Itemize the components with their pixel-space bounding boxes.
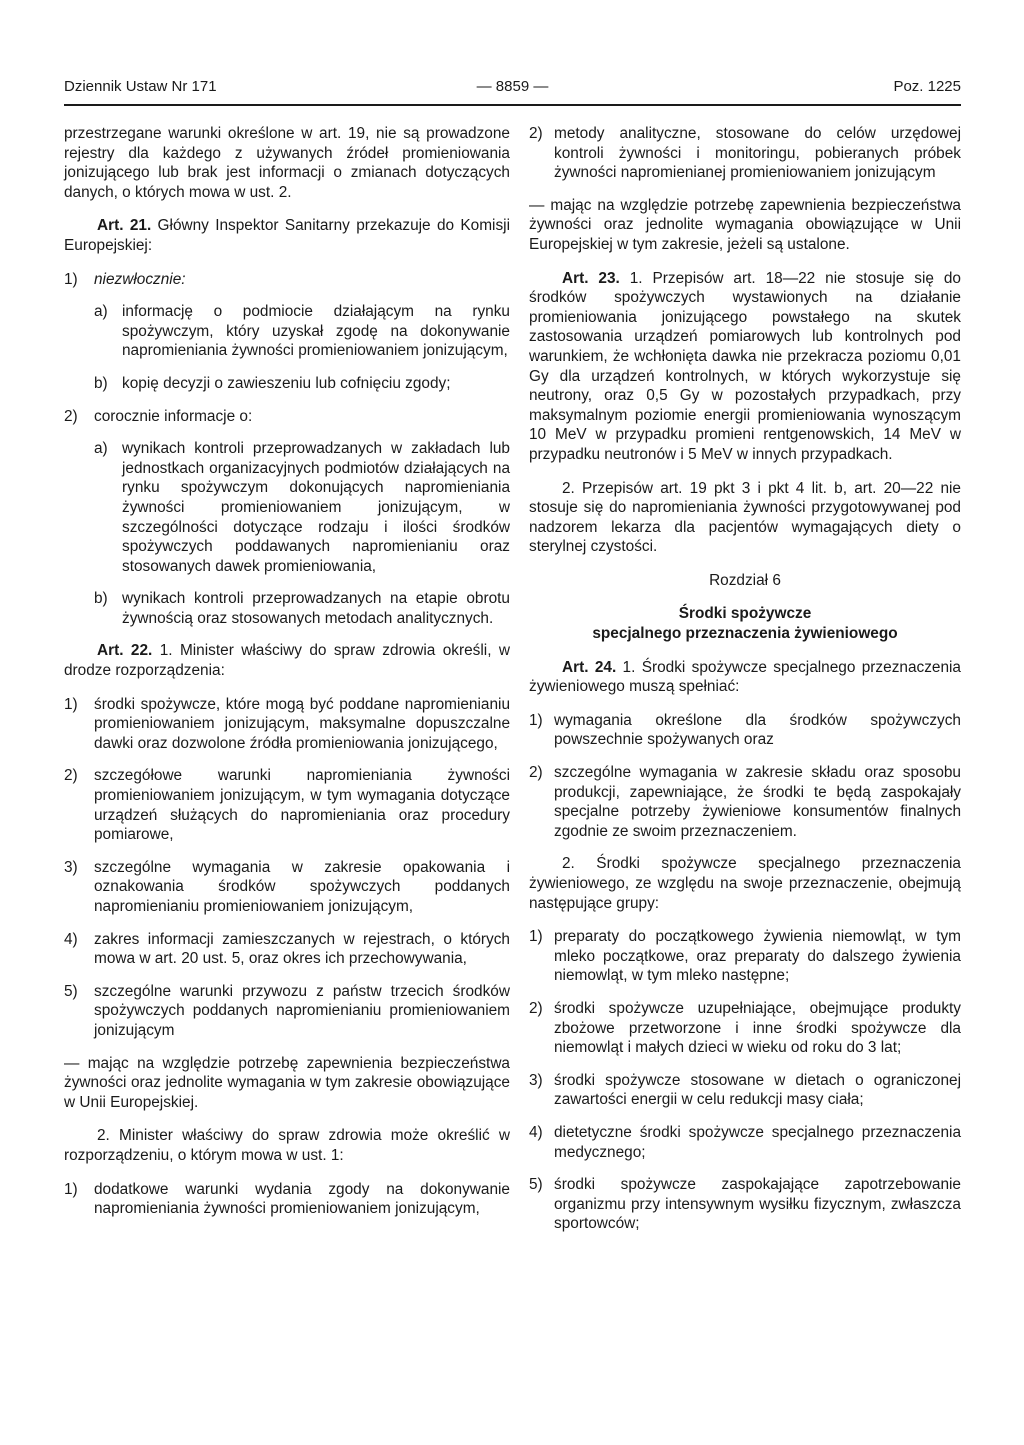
art24-group-1 [529,927,961,986]
art24-label: Art. 24. [562,658,617,676]
art23-text: 1. Przepisów art. 18—22 nie stosuje się do środków spożywczych wystawionych na działanie promieniowania jonizującego powstałego na skutek zastosowania urządzeń pomiarowych lub kontrolnych pod warunkiem, że wchłonięta dawka nie przekracza poziomu 0,01 Gy dla urządzeń kontrolnych, w których wykorzystuje się neutrony, oraz 0,5 Gy w pozostałych przypadkach, przy maksymalnym poziomie energii promieniowania wynoszącym 10 MeV w przypadku promieni rentgenowskich, 14 MeV w przypadku neutronów i 5 MeV w innych przypadkach. [529,269,961,463]
item-text: środki spożywcze uzupełniające, obejmujące produkty zbożowe przetworzone i inne środki spożywcze dla niemowląt i małych dzieci w wieku od roku do 3 lat; [554,999,961,1057]
right-column [529,124,961,1247]
art22-item-4 [64,930,510,969]
item-text: corocznie informacje o: [94,407,253,425]
item-number: b) [94,590,108,608]
item-number: 4) [529,1123,543,1141]
art24-group-5 [529,1175,961,1234]
item-number: 1) [529,711,543,729]
item-text: metody analityczne, stosowane do celów urzędowej kontroli żywności i monitoringu, pobieranych próbek żywności napromienianej promieniowaniem jonizującym [554,125,961,182]
item-text: szczególne warunki przywozu z państw trzecich środków spożywczych poddanych napromienianiu promieniowaniem jonizującym [94,982,510,1039]
chapter-heading: Rozdział 6 [709,571,781,589]
art21-item-2a [64,439,510,576]
item-text: dietetyczne środki spożywcze specjalnego przeznaczenia medycznego; [554,1123,961,1161]
item-number: 4) [64,930,78,948]
art24-group-2 [529,999,961,1058]
item-text: informację o podmiocie działającym na rynku spożywczym, który uzyskał zgodę na dokonywanie napromieniania żywności promieniowaniem jonizującym, [122,303,510,360]
art22-ust2: 2. Minister właściwy do spraw zdrowia może określić w rozporządzeniu, o którym mowa w ust. 1: [64,1127,510,1164]
item-number: 2) [529,999,543,1017]
art21-text: Główny Inspektor Sanitarny przekazuje do Komisji Europejskiej: [64,217,510,254]
art22-item-1 [64,695,510,754]
chapter-title [529,604,961,643]
item-text: środki spożywcze zaspokajające zapotrzebowanie organizmu przy intensywnym wysiłku fizycznym, zwłaszcza sportowców; [554,1176,961,1233]
art24-item-1 [529,711,961,750]
art21-item-2b [64,589,510,628]
chapter-title-line-2: specjalnego przeznaczenia żywieniowego [592,625,898,643]
art22-item-5 [64,982,510,1041]
item-number: 2) [64,767,78,785]
item-text: niezwłocznie: [94,270,186,288]
item-number: 2) [529,125,543,142]
left-column [64,124,510,1232]
item-text: kopię decyzji o zawieszeniu lub cofnięciu zgody; [122,374,451,392]
item-number: a) [94,303,108,321]
art23-paragraph [529,269,961,465]
art22-item-3 [64,858,510,917]
art23-label: Art. 23. [562,269,620,287]
item-text: wynikach kontroli przeprowadzanych w zakładach lub jednostkach organizacyjnych podmiotów działających na rynku spożywczym dokonujących napromieniania żywności promieniowaniem jonizującym, w szczególności dotyczące rodzaju i ilości środków spożywczych poddawanych napromienianiu oraz stosowanych dawek promieniowania, [122,440,510,575]
item-text: szczegółowe warunki napromieniania żywności promieniowaniem jonizującym, w tym wymagania dotyczące urządzeń służących do napromieniania oraz procedury pomiarowe, [94,767,510,844]
art21-paragraph [64,216,510,255]
art22-closing: — mając na względzie potrzebę zapewnienia bezpieczeństwa żywności oraz jednolite wymagania w tym zakresie obowiązujące w Unii Europejskiej. [64,1054,510,1111]
art21-item-1a [64,302,510,361]
item-text: szczególne wymagania w zakresie składu oraz sposobu produkcji, zapewniające, że środki te będą zaspokajały specjalne potrzeby żywieniowe konsumentów finalnych zgodnie ze swoim przeznaczeniem. [554,764,961,840]
item-number: a) [94,440,108,458]
item-text: preparaty do początkowego żywienia niemowląt, w tym mleko początkowe, oraz preparaty do dalszego żywienia niemowląt, w tym mleko następne; [554,928,961,985]
art23-ust2: 2. Przepisów art. 19 pkt 3 i pkt 4 lit. b, art. 20—22 nie stosuje się do napromieniania żywności przygotowywanej pod nadzorem lekarza dla pacjentów wymagających diety o sterylnej czystości. [529,479,961,556]
page-header [64,78,961,104]
item-text: zakres informacji zamieszczanych w rejestrach, o których mowa w art. 20 ust. 5, oraz okres ich przechowywania, [94,930,510,968]
item-number: 3) [529,1071,543,1089]
item-number: 5) [64,982,78,1000]
art21-label: Art. 21. [97,217,152,235]
item-text: środki spożywcze, które mogą być poddane napromienianiu promieniowaniem jonizującym, maksymalne dopuszczalne dawki oraz dozwolone źródła promieniowania jonizującego, [94,695,510,752]
item-number: 1) [529,928,543,946]
item-number: 1) [64,270,78,288]
page-number: — 8859 — [476,78,549,95]
art24-group-4 [529,1123,961,1162]
art22-label: Art. 22. [97,642,153,660]
item-text: środki spożywcze stosowane w dietach o ograniczonej zawartości energii w celu redukcji masy ciała; [554,1071,961,1109]
art24-item-2 [529,763,961,841]
art24-text: 1. Środki spożywcze specjalnego przeznaczenia żywieniowego muszą spełniać: [529,658,961,696]
item-text: wymagania określone dla środków spożywczych powszechnie spożywanych oraz [554,711,961,749]
item-text: wynikach kontroli przeprowadzanych na etapie obrotu żywnością oraz stosowanych metodach analitycznych. [122,590,510,627]
journal-title: Dziennik Ustaw Nr 171 [64,78,217,95]
item-number: b) [94,374,108,392]
art24-ust2: 2. Środki spożywcze specjalnego przeznaczenia żywieniowego, ze względu na swoje przeznaczenie, obejmują następujące grupy: [529,855,961,912]
art22-paragraph [64,641,510,680]
item-number: 1) [64,1180,78,1198]
item-text: szczególne wymagania w zakresie opakowania i oznakowania środków spożywczych poddanych napromienianiu promieniowaniem jonizującym, [94,858,510,915]
art21-item-2 [64,407,510,427]
art22-ust2-closing: — mając na względzie potrzebę zapewnienia bezpieczeństwa żywności oraz jednolite wymagania obowiązujące w Unii Europejskiej w tym zakresie, jeżeli są ustalone. [529,196,961,253]
art24-group-3 [529,1071,961,1110]
item-number: 3) [64,858,78,876]
art22-ust2-item-2 [529,124,961,183]
item-number: 5) [529,1176,543,1194]
art21-item-1 [64,270,510,290]
item-number: 1) [64,695,78,713]
art21-item-1b [64,374,510,394]
header-rule [64,104,961,106]
art24-paragraph [529,658,961,697]
position-number: Poz. 1225 [893,78,961,95]
intro-paragraph: przestrzegane warunki określone w art. 19, nie są prowadzone rejestry dla każdego z używanych źródeł promieniowania jonizującego lub brak jest informacji o zmianach dotyczących danych, o których mowa w ust. 2. [64,125,510,201]
art22-ust2-item-1 [64,1180,510,1219]
item-number: 2) [529,764,543,782]
item-number: 2) [64,407,78,425]
chapter-title-line-1: Środki spożywcze [678,605,812,623]
art22-item-2 [64,766,510,844]
item-text: dodatkowe warunki wydania zgody na dokonywanie napromieniania żywności promieniowaniem jonizującym, [94,1180,510,1218]
art22-text: 1. Minister właściwy do spraw zdrowia określi, w drodze rozporządzenia: [64,642,511,680]
